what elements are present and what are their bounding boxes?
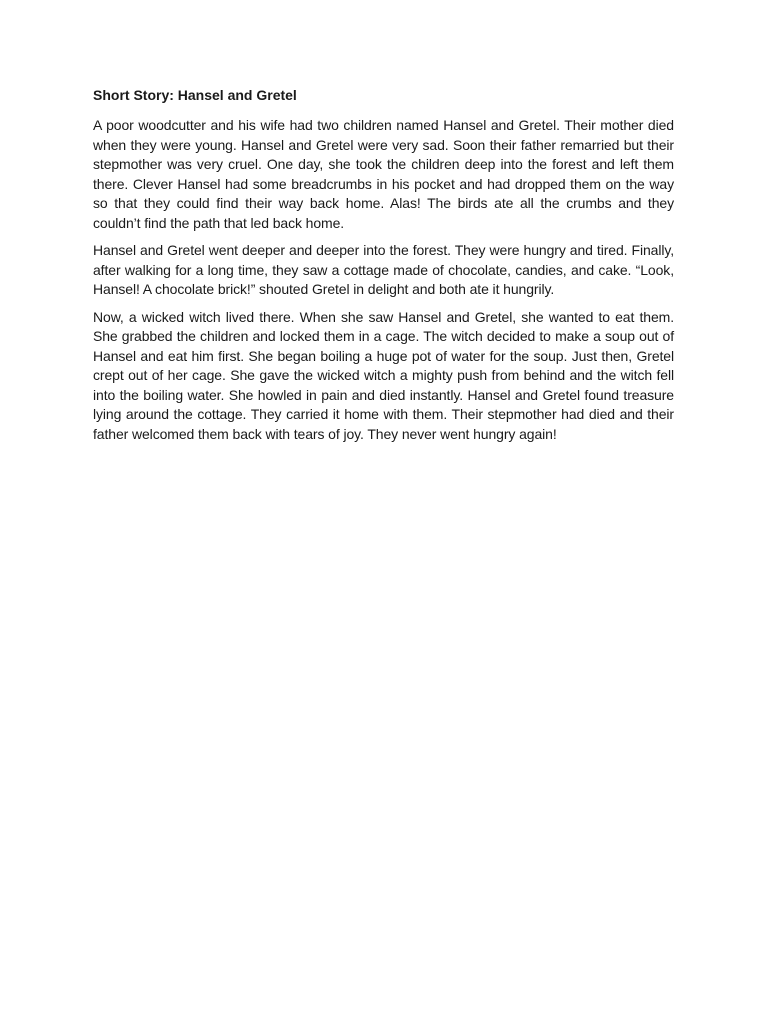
document-body [93, 86, 674, 452]
paragraph-1: A poor woodcutter and his wife had two children named Hansel and Gretel. Their mother died when they were young. Hansel and Gretel were very sad. Soon their father remarried but their stepmother was very cruel. One day, she took the children deep into the forest and left them there. Clever Hansel had some breadcrumbs in his pocket and had dropped them on the way so that they could find their way back home. Alas! The birds ate all the crumbs and they couldn’t find the path that led back home. [93, 117, 674, 231]
paragraph-3: Now, a wicked witch lived there. When she saw Hansel and Gretel, she wanted to eat them. She grabbed the children and locked them in a cage. The witch decided to make a soup out of Hansel and eat him first. She began boiling a huge pot of water for the soup. Just then, Gretel crept out of her cage. She gave the wicked witch a mighty push from behind and the witch fell into the boiling water. She howled in pain and died instantly. Hansel and Gretel found treasure lying around the cottage. They carried it home with them. Their stepmother had died and their father welcomed them back with tears of joy. They never went hungry again! [93, 308, 674, 442]
document-title: Short Story: Hansel and Gretel [93, 87, 297, 103]
paragraph-2: Hansel and Gretel went deeper and deeper into the forest. They were hungry and tired. Finally, after walking for a long time, they saw a cottage made of chocolate, candies, and cake. “Look, Hansel! A chocolate brick!” shouted Gretel in delight and both ate it hungrily. [93, 242, 674, 297]
